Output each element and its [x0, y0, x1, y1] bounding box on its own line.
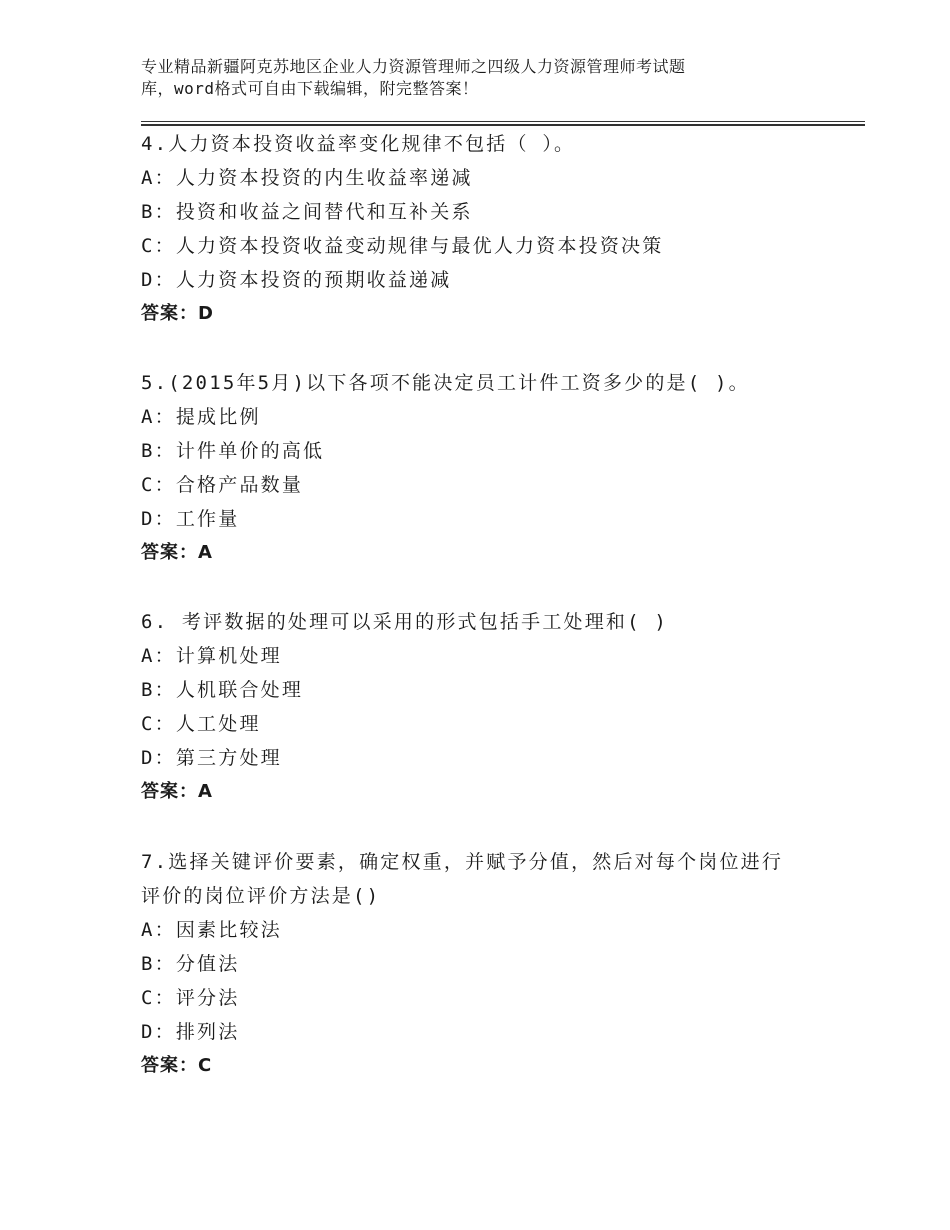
option-c: C：人力资本投资收益变动规律与最优人力资本投资决策 [141, 235, 664, 257]
question-stem: 4.人力资本投资收益率变化规律不包括（ ）。 [141, 133, 576, 155]
header-line-2: 库，word格式可自由下载编辑，附完整答案！ [141, 79, 479, 98]
option-b: B：人机联合处理 [141, 679, 304, 701]
header-divider-thin [141, 121, 865, 122]
question-stem: 5.(2015年5月)以下各项不能决定员工计件工资多少的是( )。 [141, 372, 750, 394]
option-d: D：排列法 [141, 1021, 240, 1043]
option-b: B：投资和收益之间替代和互补关系 [141, 201, 473, 223]
option-a: A：因素比较法 [141, 919, 282, 941]
document-header [141, 56, 821, 100]
question-stem-line-1: 7.选择关键评价要素，确定权重，并赋予分值，然后对每个岗位进行 [141, 851, 784, 873]
option-c: C：评分法 [141, 987, 240, 1009]
option-d: D：第三方处理 [141, 747, 282, 769]
question-4 [141, 127, 841, 331]
option-d: D：人力资本投资的预期收益递减 [141, 269, 452, 291]
answer: 答案：C [141, 1055, 213, 1076]
option-a: A：提成比例 [141, 406, 261, 428]
option-b: B：计件单价的高低 [141, 440, 325, 462]
answer: 答案：D [141, 303, 214, 324]
question-6 [141, 605, 841, 809]
question-stem: 6. 考评数据的处理可以采用的形式包括手工处理和( ) [141, 611, 669, 633]
header-divider-thick [141, 124, 865, 126]
question-7 [141, 845, 841, 1083]
header-line-1: 专业精品新疆阿克苏地区企业人力资源管理师之四级人力资源管理师考试题 [141, 57, 686, 76]
option-c: C：合格产品数量 [141, 474, 304, 496]
option-a: A：人力资本投资的内生收益率递减 [141, 167, 473, 189]
question-5 [141, 366, 841, 570]
option-b: B：分值法 [141, 953, 240, 975]
option-c: C：人工处理 [141, 713, 261, 735]
question-stem-line-2: 评价的岗位评价方法是() [141, 885, 381, 907]
option-d: D：工作量 [141, 508, 240, 530]
answer: 答案：A [141, 781, 213, 802]
answer: 答案：A [141, 542, 213, 563]
option-a: A：计算机处理 [141, 645, 282, 667]
